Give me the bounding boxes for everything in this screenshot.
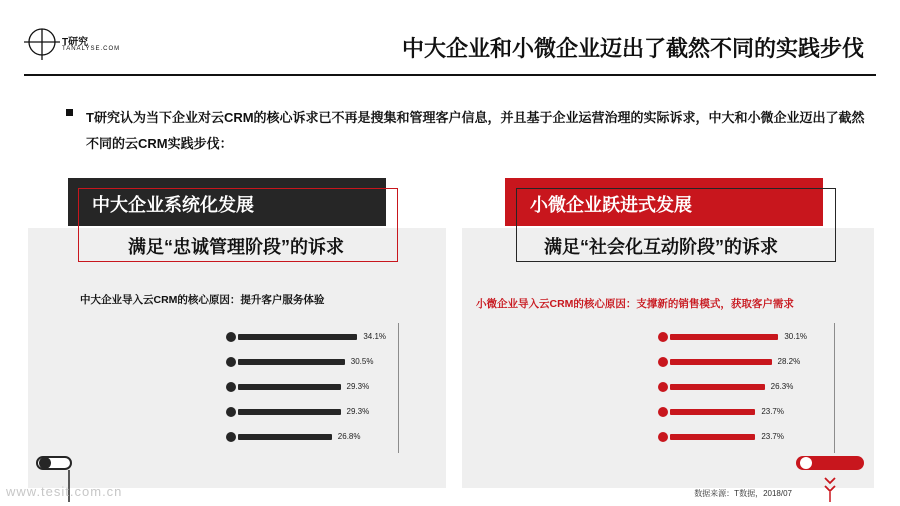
thumb-icon (226, 332, 236, 342)
bar (238, 384, 341, 390)
tools-icon (658, 432, 668, 442)
bar-value-label: 30.5% (350, 357, 374, 366)
bar (238, 409, 341, 415)
bar-value-label: 23.7% (761, 407, 784, 416)
bar-value-label: 26.8% (337, 432, 361, 441)
right-subheading: 满足“社会化互动阶段”的诉求 (544, 237, 778, 257)
logo-mark-icon (24, 24, 60, 60)
bar-value-label: 30.1% (784, 332, 808, 341)
left-subheading: 满足“忠诚管理阶段”的诉求 (128, 237, 344, 257)
bar-value-label: 28.2% (777, 357, 801, 366)
watermark: www.tesit.com.cn (6, 484, 123, 499)
left-heading: 中大企业系统化发展 (92, 195, 254, 215)
cloud-icon (658, 382, 668, 392)
intro-text: T研究认为当下企业对云CRM的核心诉求已不再是搜集和管理客户信息，并且基于企业运营治理的实际诉求，中大和小微企业迈出了截然不同的云CRM实践步伐： (86, 110, 865, 151)
tools-icon (226, 407, 236, 417)
cart-icon (226, 432, 236, 442)
chart-axis-line (398, 323, 399, 453)
bar-value-label: 26.3% (770, 382, 794, 391)
bar (238, 359, 345, 365)
bar (670, 359, 772, 365)
cart-icon (658, 332, 668, 342)
right-chevrons-icon (823, 470, 837, 502)
bar (670, 384, 765, 390)
logo-subtitle: TANALYSE.COM (62, 46, 121, 52)
right-heading: 小微企业跃进式发展 (530, 195, 692, 215)
pointer-icon (658, 357, 668, 367)
bar (238, 334, 357, 340)
left-chart-title: 中大企业导入云CRM的核心原因：提升客户服务体验 (80, 294, 325, 306)
bar-value-label: 29.3% (346, 407, 370, 416)
data-source: 数据来源：T数据，2018/07 (694, 489, 792, 498)
chart-axis-line (834, 323, 835, 453)
right-panel (462, 228, 874, 488)
bullet-square-icon (66, 109, 73, 116)
page-title: 中大企业和小微企业迈出了截然不同的实践步伐 (401, 36, 864, 61)
logo-name: T研究 (62, 37, 89, 48)
pointer-icon (226, 382, 236, 392)
bar (670, 409, 755, 415)
right-chart-title: 小微企业导入云CRM的核心原因：支撑新的销售模式，获取客户需求 (476, 298, 794, 310)
thumb-icon (658, 407, 668, 417)
bar (238, 434, 332, 440)
header-divider (24, 74, 876, 76)
cloud-icon (226, 357, 236, 367)
left-panel (28, 228, 446, 488)
bar-value-label: 23.7% (761, 432, 784, 441)
right-toggle-knob (800, 457, 812, 469)
bar (670, 434, 755, 440)
left-toggle-knob (39, 457, 51, 469)
bar (670, 334, 778, 340)
bar-value-label: 34.1% (363, 332, 387, 341)
bar-value-label: 29.3% (346, 382, 370, 391)
